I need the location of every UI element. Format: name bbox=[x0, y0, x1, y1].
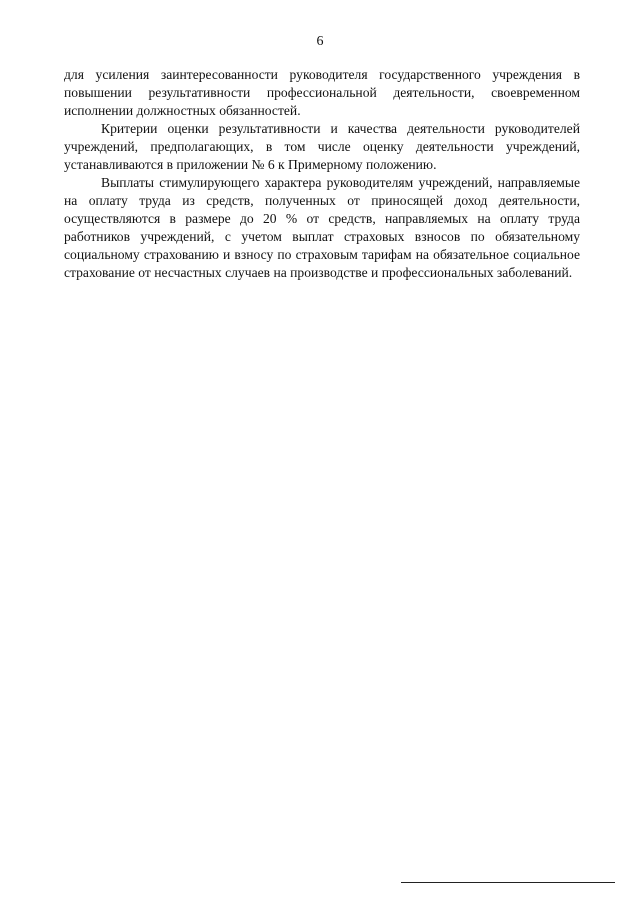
document-body bbox=[64, 66, 580, 282]
paragraph-incentive-payments: Выплаты стимулирующего характера руководителям учреждений, направляемые на оплату труда из средств, полученных от приносящей доход деятельности, осуществляются в размере до 20 % от средств, направляемых на оплату труда работников учреждений, с учетом выплат страховых взносов по обязательному социальному страхованию и взносу по страховым тарифам на обязательное социальное страхование от несчастных случаев на производстве и профессиональных заболеваний. bbox=[64, 175, 580, 280]
page-number: 6 bbox=[316, 34, 324, 49]
paragraph-continuation: для усиления заинтересованности руководителя государственного учреждения в повышении результативности профессиональной деятельности, своевременном исполнении должностных обязанностей. bbox=[64, 67, 580, 118]
paragraph-evaluation-criteria: Критерии оценки результативности и качества деятельности руководителей учреждений, предполагающих, в том числе оценку деятельности учреждений, устанавливаются в приложении № 6 к Примерному положению. bbox=[64, 121, 580, 172]
footer-rule bbox=[401, 882, 615, 883]
